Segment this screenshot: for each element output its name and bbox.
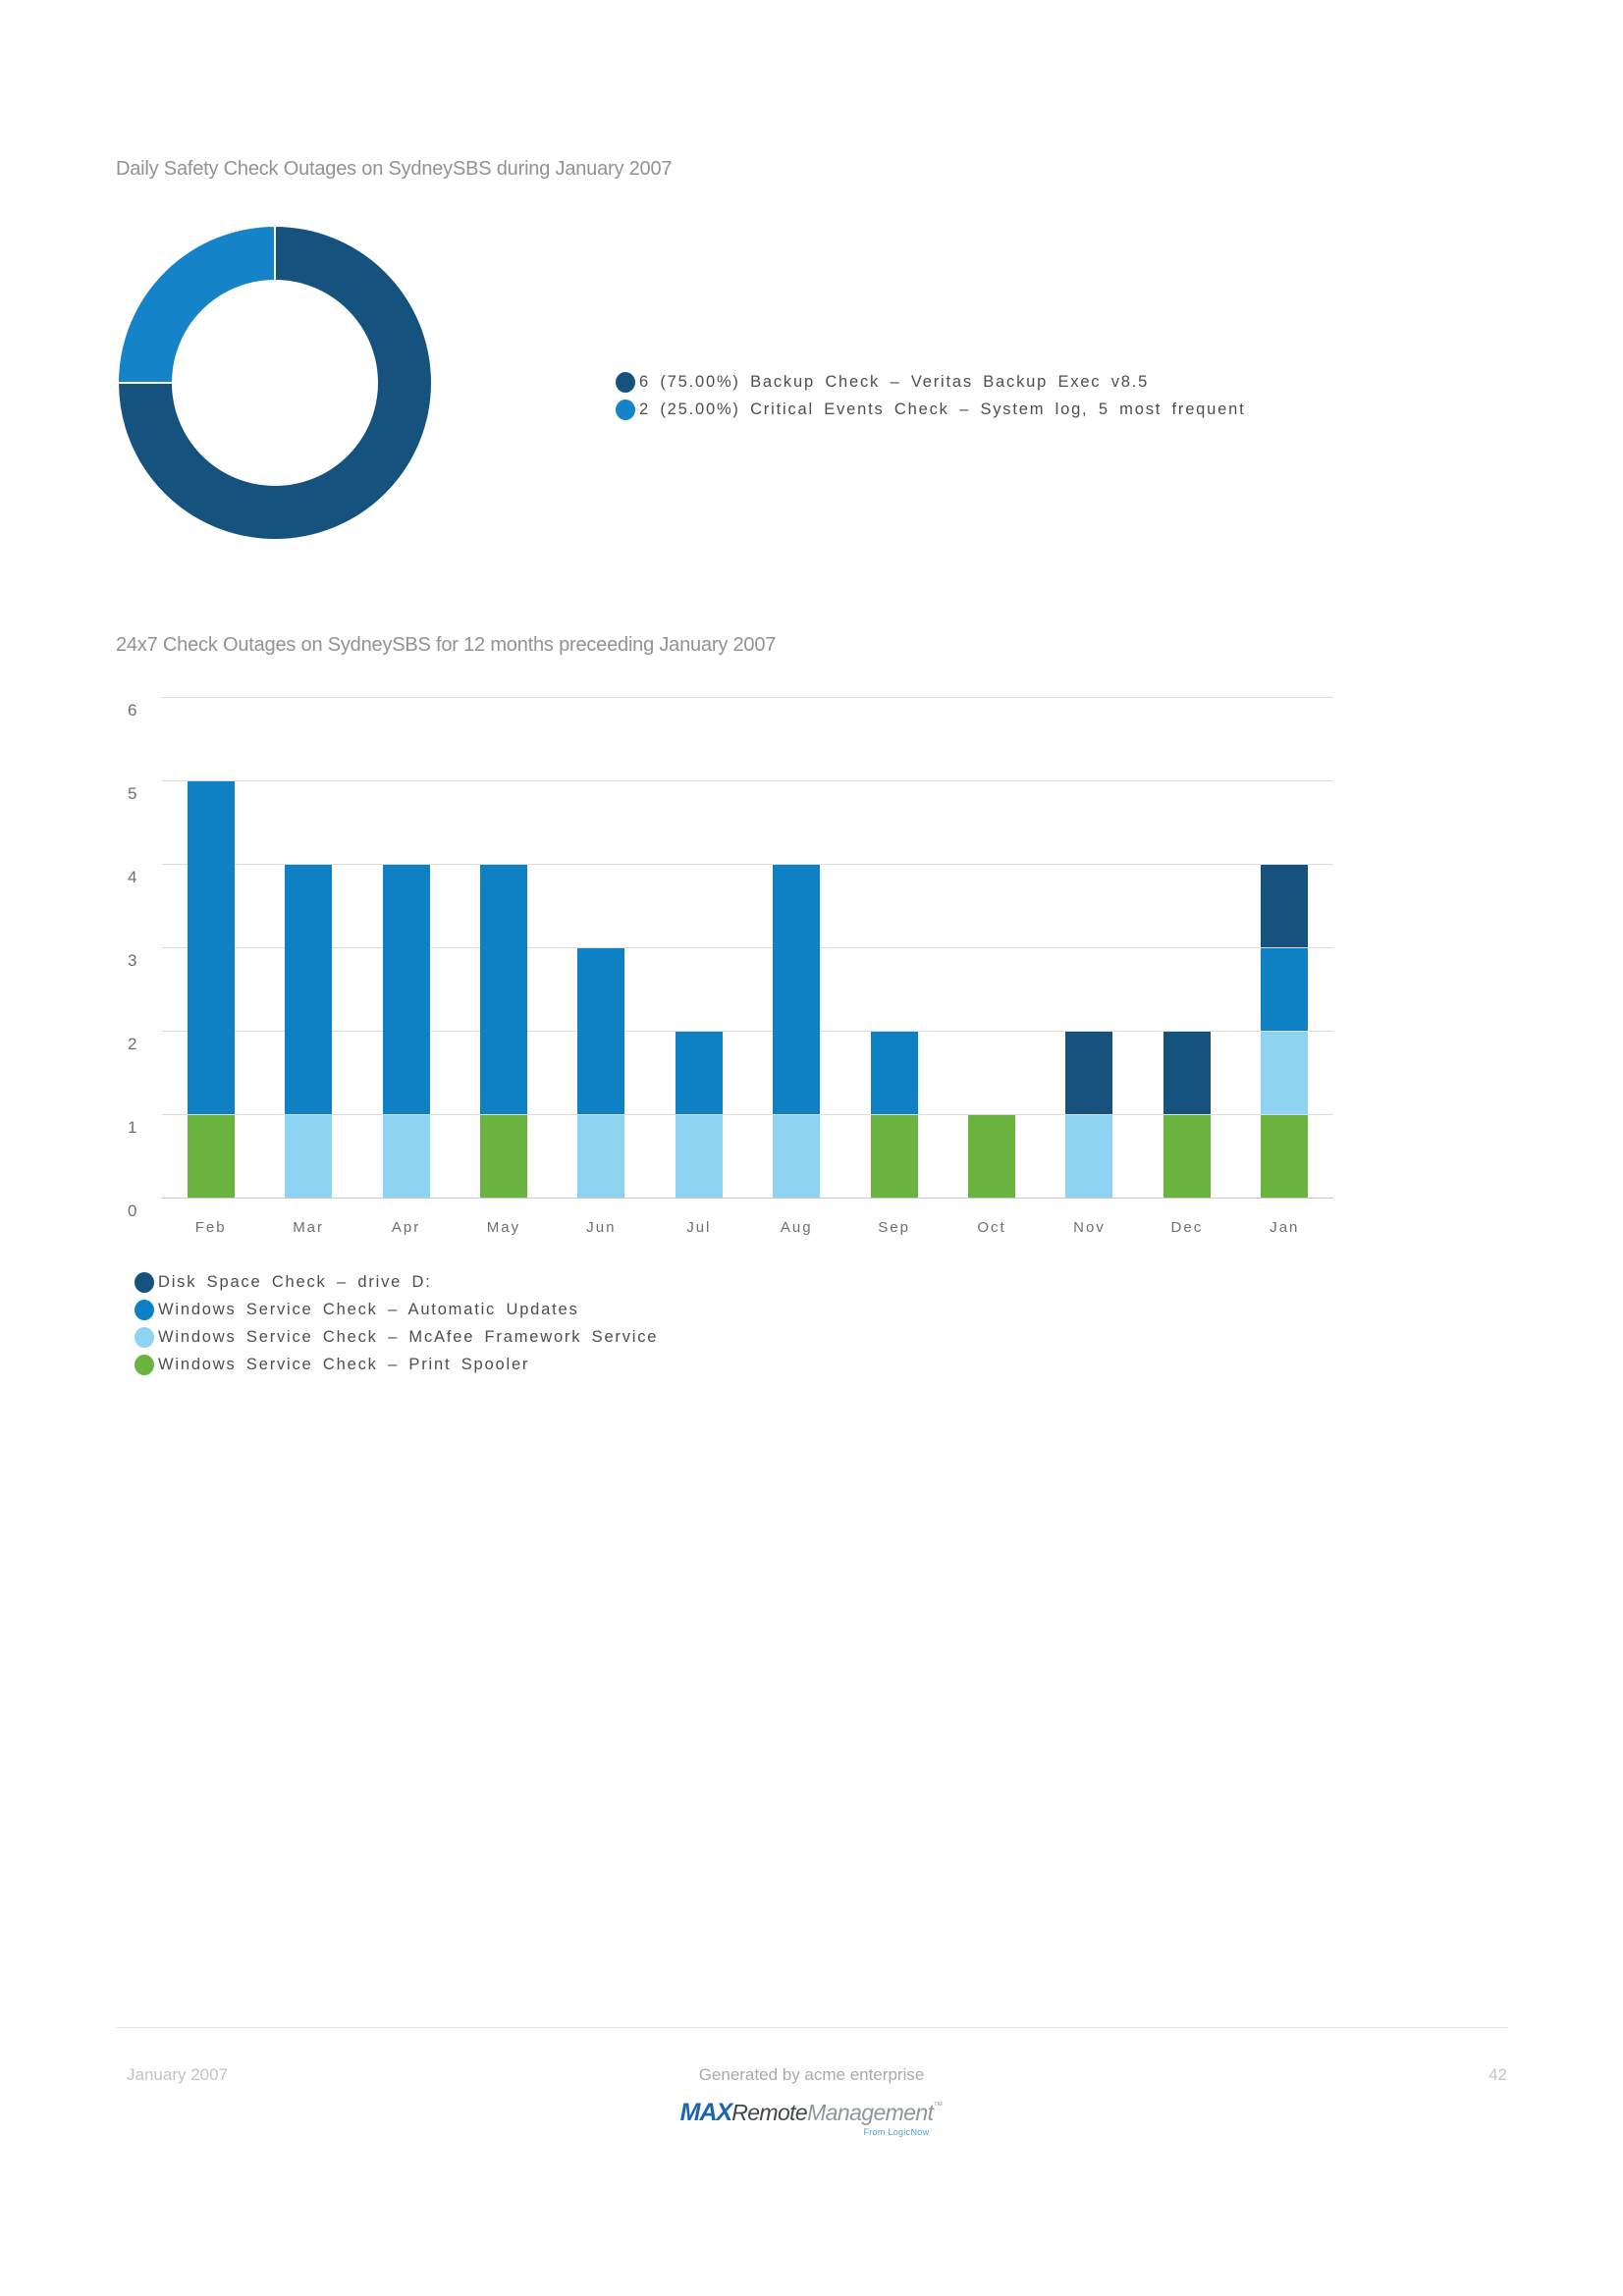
- y-tick-label: 5: [128, 784, 137, 803]
- legend-dot: [135, 1272, 154, 1293]
- logo-trademark: ™: [933, 2101, 944, 2111]
- bar-segment-sep: [871, 1032, 918, 1114]
- bar-segment-dec: [1163, 1115, 1211, 1198]
- footer-generated-by: Generated by acme enterprise: [698, 2065, 925, 2084]
- x-tick-label: May: [486, 1219, 521, 1236]
- bar-segment-mar: [285, 865, 332, 1114]
- x-tick-label: Dec: [1170, 1219, 1204, 1236]
- legend-dot: [135, 1300, 154, 1320]
- y-tick-label: 3: [128, 951, 137, 970]
- gridline: [162, 947, 1333, 948]
- bar-segment-nov: [1065, 1115, 1112, 1198]
- bar-segment-mar: [285, 1115, 332, 1198]
- x-tick-label: Oct: [977, 1219, 1006, 1236]
- legend-label: Windows Service Check – Automatic Updates: [158, 1301, 579, 1318]
- bar-segment-aug: [773, 865, 820, 1114]
- y-tick-label: 1: [128, 1118, 137, 1137]
- max-remote-management-logo: [0, 2101, 1623, 2140]
- footer-page-number: 42: [1488, 2065, 1507, 2084]
- gridline: [162, 1114, 1333, 1115]
- gridline: [162, 697, 1333, 698]
- legend-item: [135, 1355, 658, 1375]
- x-tick-label: Sep: [878, 1219, 910, 1236]
- gridline: [162, 1031, 1333, 1032]
- legend-label: Windows Service Check – McAfee Framework Service: [158, 1328, 659, 1346]
- logo-remote-text: Remote: [731, 2100, 808, 2125]
- legend-label: 6 (75.00%) Backup Check – Veritas Backup Exec v8.5: [639, 373, 1150, 391]
- bar-segment-apr: [383, 865, 430, 1114]
- logo-max-text: MAX: [679, 2099, 732, 2126]
- bar-chart-legend: [135, 1272, 658, 1382]
- bar-segment-jul: [676, 1032, 723, 1114]
- y-tick-label: 4: [128, 868, 137, 886]
- gridline: [162, 780, 1333, 781]
- legend-item: [135, 1327, 658, 1348]
- bar-segment-dec: [1163, 1032, 1211, 1114]
- y-tick-label: 2: [128, 1035, 137, 1053]
- x-tick-label: Mar: [293, 1219, 325, 1236]
- bar-chart-title: 24x7 Check Outages on SydneySBS for 12 months preceeding January 2007: [116, 634, 777, 656]
- bar-segment-may: [480, 1115, 527, 1198]
- x-tick-label: Aug: [780, 1219, 813, 1236]
- bar-segment-jan: [1261, 1115, 1308, 1198]
- bar-segment-jul: [676, 1115, 723, 1198]
- logo-block: [680, 2101, 944, 2137]
- x-tick-label: Jul: [686, 1219, 712, 1236]
- logo-tagline: From LogicNow: [863, 2127, 930, 2137]
- legend-dot: [135, 1327, 154, 1348]
- x-tick-label: Feb: [194, 1219, 227, 1236]
- legend-item: [135, 1272, 658, 1293]
- gridline: [162, 864, 1333, 865]
- bar-segment-jan: [1261, 948, 1308, 1031]
- x-tick-label: Apr: [391, 1219, 421, 1236]
- y-tick-label: 6: [128, 701, 137, 720]
- bar-segment-may: [480, 865, 527, 1114]
- x-tick-label: Nov: [1073, 1219, 1106, 1236]
- footer-date: January 2007: [127, 2065, 229, 2084]
- bar-segment-jun: [577, 1115, 624, 1198]
- bar-segment-feb: [188, 781, 235, 1114]
- legend-dot: [135, 1355, 154, 1375]
- bar-segment-jan: [1261, 1032, 1308, 1114]
- legend-label: 2 (25.00%) Critical Events Check – System log, 5 most frequent: [639, 400, 1246, 418]
- logo-management-text: Management: [807, 2100, 934, 2125]
- bar-segment-oct: [968, 1115, 1015, 1198]
- bar-segment-aug: [773, 1115, 820, 1198]
- bar-segment-feb: [188, 1115, 235, 1198]
- legend-label: Windows Service Check – Print Spooler: [158, 1356, 530, 1373]
- footer-divider: [116, 2027, 1507, 2028]
- bar-segment-jun: [577, 948, 624, 1114]
- bar-segment-apr: [383, 1115, 430, 1198]
- x-tick-label: Jan: [1270, 1219, 1300, 1236]
- legend-label: Disk Space Check – drive D:: [158, 1273, 432, 1291]
- gridline: [162, 1198, 1333, 1199]
- legend-item: [135, 1300, 658, 1320]
- y-tick-label: 0: [128, 1201, 137, 1220]
- logo-wordmark: [680, 2101, 944, 2125]
- bar-segment-sep: [871, 1115, 918, 1198]
- bar-segment-jan: [1261, 865, 1308, 947]
- bar-segment-nov: [1065, 1032, 1112, 1114]
- x-tick-label: Jun: [586, 1219, 617, 1236]
- donut-chart-title: Daily Safety Check Outages on SydneySBS during January 2007: [116, 158, 673, 180]
